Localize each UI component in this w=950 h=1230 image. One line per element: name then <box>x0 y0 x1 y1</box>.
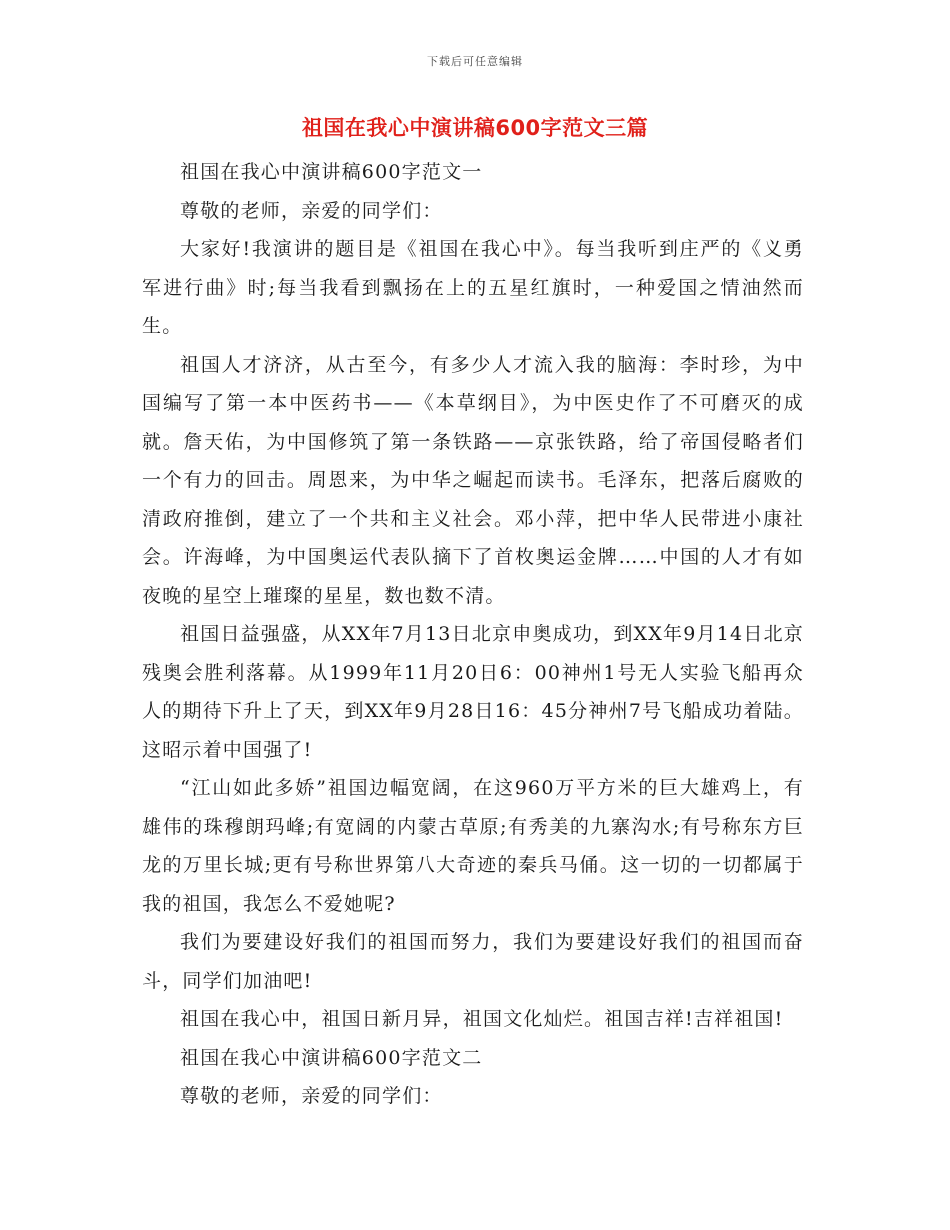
header-note: 下载后可任意编辑 <box>427 55 523 68</box>
document-body <box>142 153 804 1116</box>
body-paragraph: 祖国人才济济，从古至今，有多少人才流入我的脑海：李时珍，为中国编写了第一本中医药书——《本草纲目》，为中医史作了不可磨灭的成就。詹天佑，为中国修筑了第一条铁路——京张铁路，给了帝国侵略者们一个有力的回击。周恩来，为中华之崛起而读书。毛泽东，把落后腐败的清政府推倒，建立了一个共和主义社会。邓小萍，把中华人民带进小康社会。许海峰，为中国奥运代表队摘下了首枚奥运金牌……中国的人才有如夜晚的星空上璀璨的星星，数也数不清。 <box>142 353 804 607</box>
body-paragraph: 祖国在我心中，祖国日新月异，祖国文化灿烂。祖国吉祥!吉祥祖国! <box>180 1008 784 1030</box>
document-title: 祖国在我心中演讲稿600字范文三篇 <box>301 116 649 140</box>
body-paragraph: “江山如此多娇”祖国边幅宽阔，在这960万平方米的巨大雄鸡上，有雄伟的珠穆朗玛峰;有宽阔的内蒙古草原;有秀美的九寨沟水;有号称东方巨龙的万里长城;更有号称世界第八大奇迹的秦兵马俑。这一切的一切都属于我的祖国，我怎么不爱她呢? <box>142 777 804 915</box>
body-paragraph: 大家好!我演讲的题目是《祖国在我心中》。每当我听到庄严的《义勇军进行曲》时;每当我看到飘扬在上的五星红旗时，一种爱国之情油然而生。 <box>142 238 804 337</box>
body-paragraph: 我们为要建设好我们的祖国而努力，我们为要建设好我们的祖国而奋斗，同学们加油吧! <box>142 931 804 992</box>
salutation-paragraph: 尊敬的老师，亲爱的同学们： <box>180 199 443 222</box>
section-heading-1: 祖国在我心中演讲稿600字范文一 <box>180 161 483 183</box>
body-paragraph: 祖国日益强盛，从XX年7月13日北京申奥成功，到XX年9月14日北京残奥会胜利落幕。从1999年11月20日6：00神州1号无人实验飞船再众人的期待下升上了天，到XX年9月28日16：45分神州7号飞船成功着陆。这昭示着中国强了! <box>142 623 804 761</box>
salutation-paragraph: 尊敬的老师，亲爱的同学们： <box>180 1085 443 1107</box>
section-heading-2: 祖国在我心中演讲稿600字范文二 <box>180 1046 483 1069</box>
